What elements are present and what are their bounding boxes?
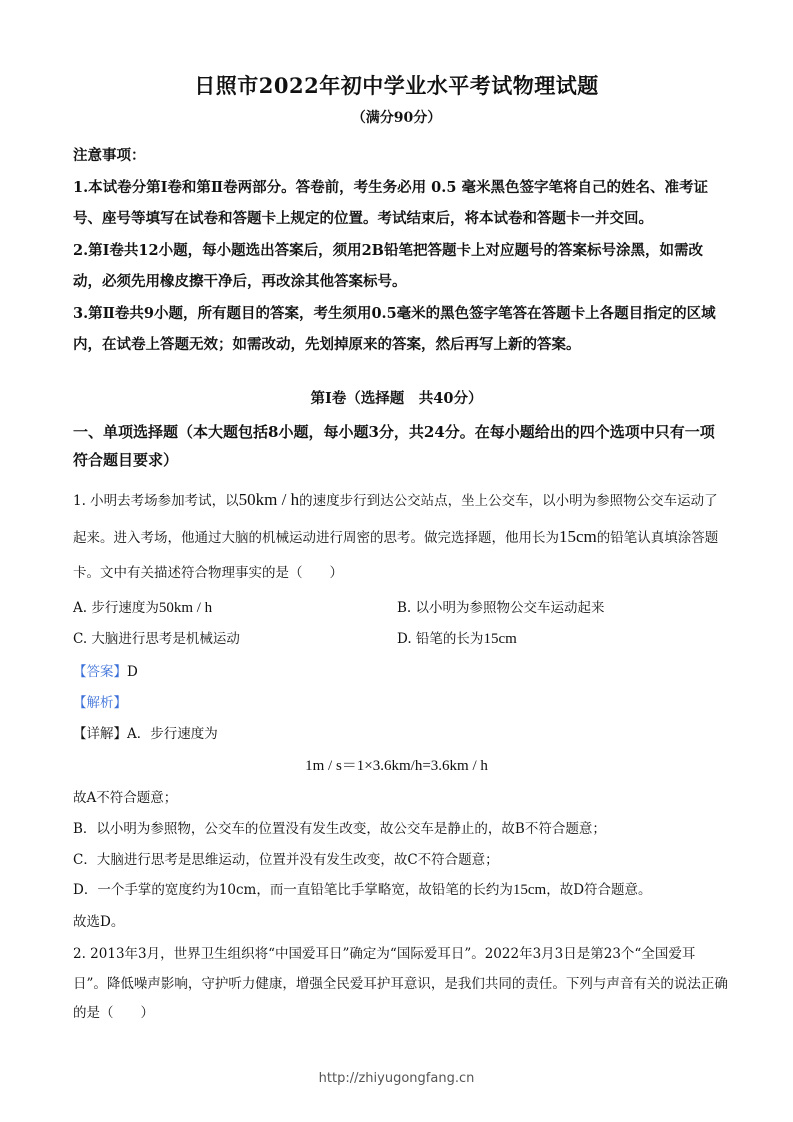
question-2-stem: 2. 2013年3月，世界卫生组织将“中国爱耳日”确定为“国际爱耳日”。2022年3月3日是第23个“全国爱耳日”。降低噪声影响，守护听力健康，增强全民爱耳护耳意识，是我们共同的责任。下列与声音有关的说法正确的是（ ） xyxy=(73,946,728,1021)
part-title: 一、单项选择题（本大题包括8小题，每小题3分，共24分。在每小题给出的四个选项中只有一项符合题目要求） xyxy=(73,423,715,469)
section-title: 第Ⅰ卷（选择题 共40分） xyxy=(310,390,483,407)
explanation-b: B．以小明为参照物，公交车的位置没有发生改变，故公交车是静止的，故B不符合题意； xyxy=(73,821,606,837)
option-d-text: D. 铅笔的长为 xyxy=(397,631,484,647)
page-subtitle: （满分90分） xyxy=(351,110,442,126)
answer-line xyxy=(73,660,728,680)
question-1-stem xyxy=(73,482,728,591)
detail-a-text: A．步行速度为 xyxy=(127,726,218,742)
q1-length-value: 15cm xyxy=(559,527,597,546)
q1-text-a: 1. 小明去考场参加考试，以 xyxy=(73,493,239,509)
explanation-d-text-a: D．一个手掌的宽度约为10cm，而一直铅笔比手掌略宽，故铅笔的长约为 xyxy=(73,882,513,898)
options-row xyxy=(73,596,728,627)
page-title: 日照市2022年初中学业水平考试物理试题 xyxy=(194,73,599,98)
q1-speed-value: 50km / h xyxy=(238,490,300,509)
analysis-tag: 【解析】 xyxy=(73,695,127,711)
question-1-options xyxy=(73,596,728,658)
notes-section xyxy=(73,140,728,361)
explanation-c: C．大脑进行思考是思维运动，位置并没有发生改变，故C不符合题意； xyxy=(73,852,499,868)
option-c: C. 大脑进行思考是机械运动 xyxy=(73,631,240,647)
footer-url[interactable]: http://zhiyugongfang.cn xyxy=(318,1071,475,1086)
option-a-unit: 50km / h xyxy=(158,600,213,616)
speed-formula: 1m / s＝1×3.6km/h=3.6km / h xyxy=(305,758,488,774)
notes-item: 2.第Ⅰ卷共12小题，每小题选出答案后，须用2B铅笔把答题卡上对应题号的答案标号涂黑，如需改动，必须先用橡皮擦干净后，再改涂其他答案标号。 xyxy=(73,241,703,290)
detail-tag: 【详解】 xyxy=(73,726,127,742)
explanation-a: 故A不符合题意； xyxy=(73,790,178,806)
explanation-d-unit: 15cm xyxy=(512,882,547,898)
option-b: B. 以小明为参照物公交车运动起来 xyxy=(397,600,605,616)
analysis-line xyxy=(73,691,728,711)
explanation-d xyxy=(73,878,728,899)
answer-value: D xyxy=(127,664,138,680)
option-a xyxy=(73,596,212,617)
detail-line xyxy=(73,722,728,742)
notes-heading: 注意事项： xyxy=(73,147,146,164)
q1-text-c: 的铅笔认真填涂答题卡。文中有关描述符合物理事实的是（ ） xyxy=(73,530,719,581)
q1-text-b: 的速度步行到达公交站点，坐上公交车，以小明为参照物公交车运动了起来。进入考场，他通过大脑的机械运动进行周密的思考。做完选择题，他用长为 xyxy=(73,493,718,546)
notes-item: 1.本试卷分第Ⅰ卷和第Ⅱ卷两部分。答卷前，考生务必用 0.5 毫米黑色签字笔将自己的姓名、准考证号、座号等填写在试卷和答题卡上规定的位置。考试结束后，将本试卷和答题卡一并交回。 xyxy=(73,178,708,227)
option-d-unit: 15cm xyxy=(483,631,517,647)
explanation-d-text-b: ，故D符合题意。 xyxy=(546,882,652,898)
notes-item: 3.第Ⅱ卷共9小题，所有题目的答案，考生须用0.5毫米的黑色签字笔答在答题卡上各题目指定的区域内，在试卷上答题无效；如需改动，先划掉原来的答案，然后再写上新的答案。 xyxy=(73,304,716,353)
option-d xyxy=(397,627,517,648)
conclusion: 故选D。 xyxy=(73,914,125,930)
option-a-text: A. 步行速度为 xyxy=(73,600,159,616)
answer-tag: 【答案】 xyxy=(73,664,127,680)
options-row xyxy=(73,627,728,658)
